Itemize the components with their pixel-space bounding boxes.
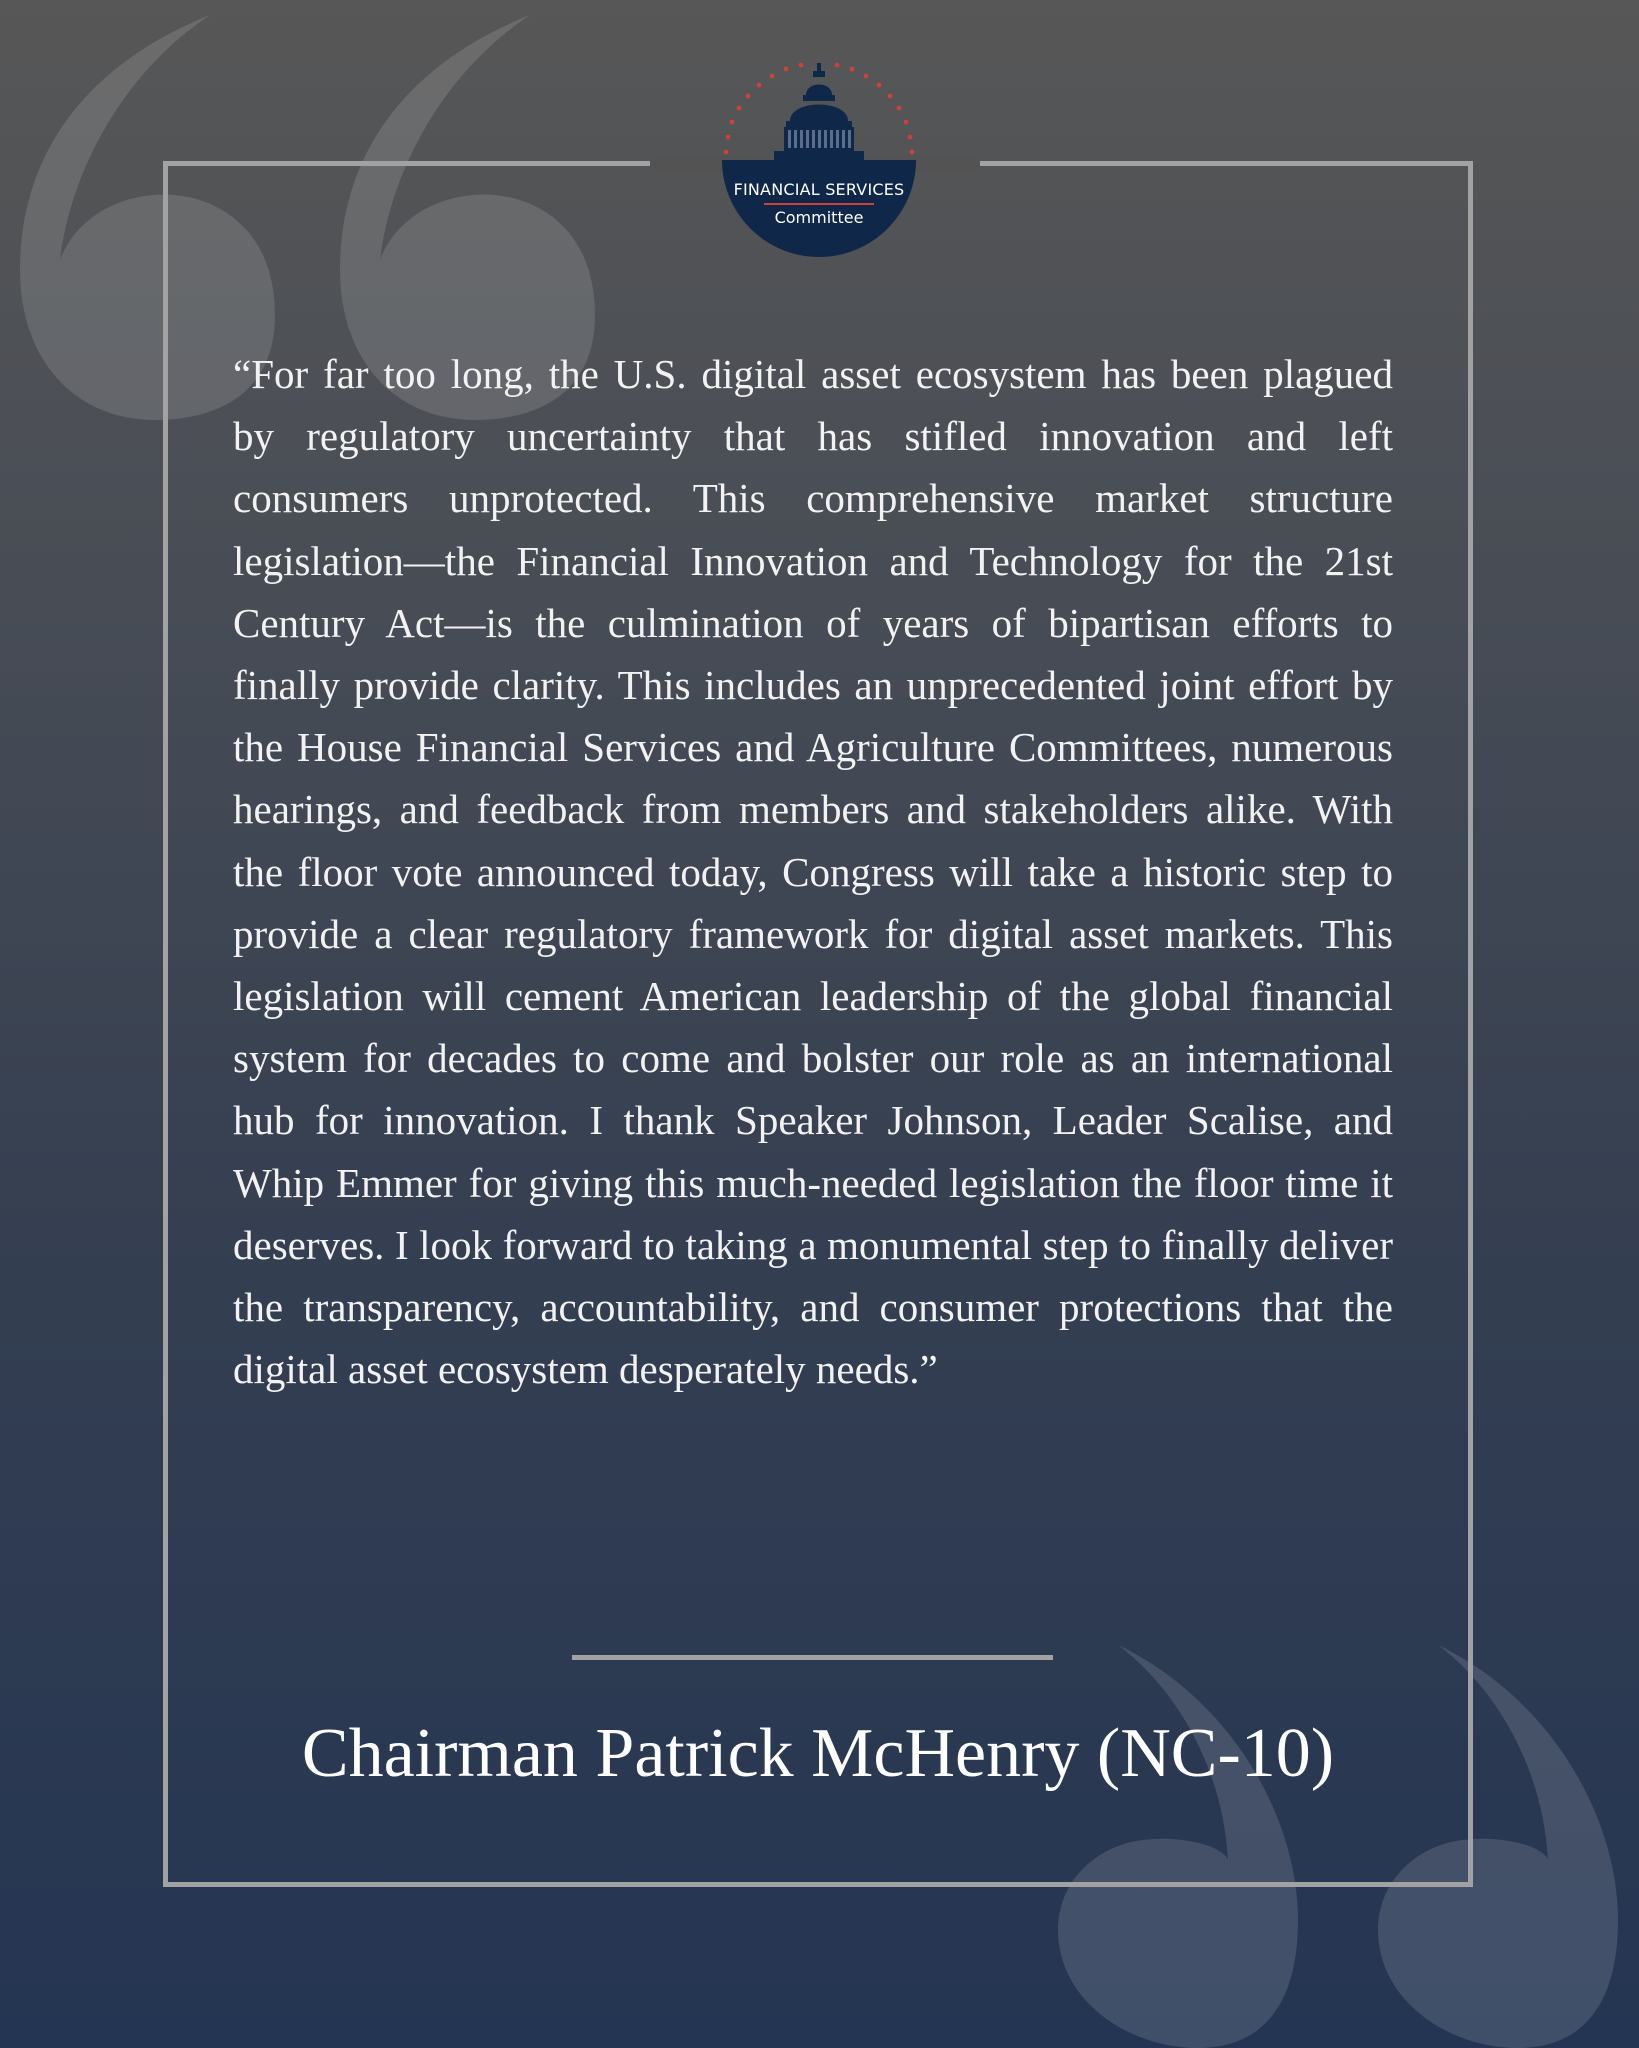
quote-text: “For far too long, the U.S. digital asset ecosystem has been plagued by regulatory uncertainty that has stifled innovation and left consumers unprotected. This comprehensive market structure legislation—the Financial Innovation and Technology for the 21st Century Act—is the culmination of years of bipartisan efforts to finally provide clarity. This includes an unprecedented joint effort by the House Financial Services and Agriculture Committees, numerous hearings, and feedback from members and stakeholders alike. With the floor vote announced today, Congress will take a historic step to provide a clear regulatory framework for digital asset markets. This legislation will cement American leadership of the global financial system for decades to come and bolster our role as an international hub for innovation. I thank Speaker Johnson, Leader Scalise, and Whip Emmer for giving this much-needed legislation the floor time it deserves. I look forward to taking a monumental step to finally deliver the transparency, accountability, and consumer protections that the digital asset ecosystem desperately needs.” xyxy=(233,351,1393,1393)
attribution-name: Chairman Patrick McHenry (NC-10) xyxy=(301,1715,1335,1792)
capitol-dome-icon xyxy=(714,55,924,265)
committee-logo xyxy=(714,55,924,265)
divider xyxy=(572,1655,1053,1660)
logo-subtitle: Committee xyxy=(774,208,864,227)
logo-title: FINANCIAL SERVICES xyxy=(733,180,905,199)
